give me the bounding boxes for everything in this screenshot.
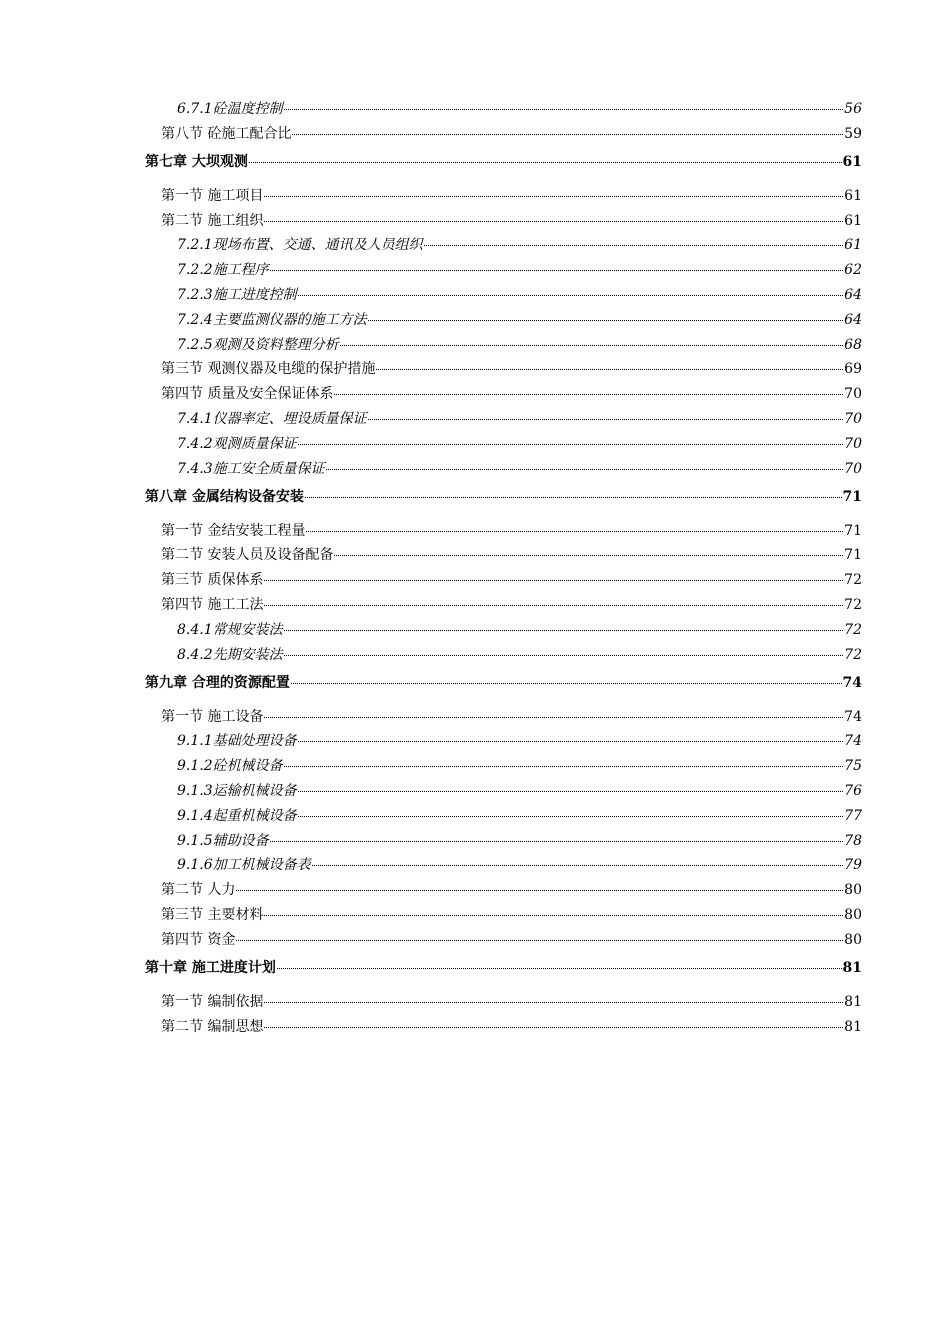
toc-leader-dots: [292, 133, 843, 135]
toc-leader-dots: [298, 443, 844, 445]
toc-entry-sub[interactable]: [145, 757, 862, 775]
toc-entry-sub[interactable]: [145, 336, 862, 354]
toc-entry-page: 78: [844, 832, 862, 849]
toc-entry-page: 69: [844, 361, 862, 378]
toc-entry-page: 81: [842, 959, 862, 976]
toc-entry-sub[interactable]: [145, 261, 862, 279]
toc-leader-dots: [340, 344, 844, 346]
toc-leader-dots: [298, 815, 844, 817]
toc-leader-dots: [277, 967, 842, 969]
toc-entry-title: 7.2.2施工程序: [177, 262, 269, 279]
toc-entry-sub[interactable]: [145, 100, 862, 118]
toc-entry-section[interactable]: [145, 1018, 862, 1036]
toc-entry-page: 70: [844, 435, 862, 452]
toc-entry-title: 7.4.2观测质量保证: [177, 435, 297, 452]
toc-entry-chapter[interactable]: [145, 488, 862, 506]
toc-entry-sub[interactable]: [145, 832, 862, 850]
toc-entry-page: 71: [844, 547, 862, 564]
toc-entry-page: 64: [844, 311, 862, 328]
toc-entry-page: 76: [844, 782, 862, 799]
toc-entry-title: 第一节 金结安装工程量: [161, 522, 306, 539]
toc-entry-page: 79: [844, 857, 862, 874]
toc-leader-dots: [306, 530, 843, 532]
toc-entry-page: 74: [842, 674, 862, 691]
toc-leader-dots: [236, 889, 843, 891]
toc-entry-title: 9.1.4起重机械设备: [177, 807, 297, 824]
toc-leader-dots: [305, 496, 842, 498]
toc-entry-title: 9.1.1基础处理设备: [177, 733, 297, 750]
toc-entry-section[interactable]: [145, 385, 862, 403]
toc-leader-dots: [264, 195, 843, 197]
toc-entry-section[interactable]: [145, 360, 862, 378]
toc-entry-title: 第二节 安装人员及设备配备: [161, 547, 334, 564]
toc-entry-page: 80: [844, 882, 862, 899]
toc-leader-dots: [284, 654, 844, 656]
toc-entry-page: 81: [844, 993, 862, 1010]
toc-leader-dots: [284, 108, 844, 110]
toc-entry-page: 71: [842, 488, 862, 505]
toc-entry-sub[interactable]: [145, 856, 862, 874]
toc-entry-title: 9.1.5辅助设备: [177, 832, 269, 849]
toc-leader-dots: [264, 914, 843, 916]
toc-leader-dots: [270, 269, 844, 271]
toc-entry-page: 64: [844, 286, 862, 303]
toc-leader-dots: [298, 294, 844, 296]
toc-entry-sub[interactable]: [145, 311, 862, 329]
toc-leader-dots: [264, 579, 843, 581]
toc-entry-page: 80: [844, 931, 862, 948]
toc-entry-title: 7.2.5观测及资料整理分析: [177, 336, 339, 353]
toc-leader-dots: [298, 740, 844, 742]
toc-entry-section[interactable]: [145, 212, 862, 230]
toc-entry-page: 62: [844, 262, 862, 279]
toc-entry-title: 第三节 主要材料: [161, 906, 264, 923]
toc-entry-sub[interactable]: [145, 435, 862, 453]
toc-entry-title: 第九章 合理的资源配置: [145, 674, 290, 691]
toc-entry-page: 70: [844, 460, 862, 477]
toc-entry-title: 第一节 施工项目: [161, 187, 264, 204]
toc-entry-page: 68: [844, 336, 862, 353]
toc-leader-dots: [284, 629, 844, 631]
toc-entry-sub[interactable]: [145, 807, 862, 825]
toc-entry-title: 第八节 砼施工配合比: [161, 125, 292, 142]
toc-entry-sub[interactable]: [145, 286, 862, 304]
toc-entry-page: 74: [844, 733, 862, 750]
toc-leader-dots: [298, 790, 844, 792]
toc-entry-section[interactable]: [145, 881, 862, 899]
toc-entry-title: 8.4.2先期安装法: [177, 646, 283, 663]
toc-entry-title: 第四节 质量及安全保证体系: [161, 386, 334, 403]
toc-entry-title: 6.7.1砼温度控制: [177, 101, 283, 117]
toc-leader-dots: [270, 840, 844, 842]
toc-entry-title: 7.2.4主要监测仪器的施工方法: [177, 311, 367, 328]
toc-entry-section[interactable]: [145, 546, 862, 564]
toc-leader-dots: [368, 319, 844, 321]
toc-entry-title: 7.4.3施工安全质量保证: [177, 460, 325, 477]
toc-entry-section[interactable]: [145, 571, 862, 589]
toc-entry-section[interactable]: [145, 596, 862, 614]
toc-entry-page: 72: [844, 621, 862, 638]
toc-entry-page: 77: [844, 807, 862, 824]
toc-leader-dots: [334, 554, 843, 556]
toc-entry-chapter[interactable]: [145, 153, 862, 171]
toc-entry-page: 61: [842, 153, 862, 170]
toc-leader-dots: [368, 418, 844, 420]
toc-entry-sub[interactable]: [145, 410, 862, 428]
toc-entry-title: 9.1.3运输机械设备: [177, 782, 297, 799]
toc-entry-section[interactable]: [145, 931, 862, 949]
toc-entry-title: 第七章 大坝观测: [145, 153, 248, 170]
toc-entry-page: 74: [844, 708, 862, 725]
toc-entry-section[interactable]: [145, 522, 862, 540]
toc-entry-title: 第二节 人力: [161, 882, 236, 899]
toc-leader-dots: [291, 682, 842, 684]
toc-leader-dots: [264, 604, 843, 606]
toc-entry-page: 59: [844, 125, 862, 142]
toc-entry-title: 8.4.1常规安装法: [177, 621, 283, 638]
toc-entry-sub[interactable]: [145, 460, 862, 478]
toc-entry-title: 第十章 施工进度计划: [145, 959, 276, 976]
toc-entry-section[interactable]: [145, 187, 862, 205]
toc-leader-dots: [236, 939, 843, 941]
toc-entry-title: 第一节 施工设备: [161, 708, 264, 725]
toc-leader-dots: [424, 244, 844, 246]
toc-entry-chapter[interactable]: [145, 674, 862, 692]
toc-entry-page: 75: [844, 758, 862, 775]
toc-entry-page: 72: [844, 596, 862, 613]
toc-leader-dots: [376, 368, 843, 370]
toc-entry-page: 72: [844, 572, 862, 589]
toc-entry-sub[interactable]: [145, 646, 862, 664]
toc-entry-title: 第四节 施工工法: [161, 596, 264, 613]
toc-entry-title: 第二节 施工组织: [161, 212, 264, 229]
toc-entry-title: 7.4.1仪器率定、埋设质量保证: [177, 410, 367, 427]
table-of-contents: [145, 100, 862, 1042]
toc-entry-title: 9.1.6加工机械设备表: [177, 857, 311, 874]
toc-leader-dots: [334, 393, 843, 395]
toc-entry-page: 70: [844, 386, 862, 403]
toc-entry-sub[interactable]: [145, 236, 862, 254]
toc-leader-dots: [264, 716, 843, 718]
toc-leader-dots: [312, 864, 844, 866]
toc-entry-page: 61: [844, 187, 862, 204]
toc-entry-section[interactable]: [145, 906, 862, 924]
toc-entry-section[interactable]: [145, 993, 862, 1011]
toc-entry-section[interactable]: [145, 708, 862, 726]
toc-entry-page: 81: [844, 1018, 862, 1035]
toc-entry-title: 第三节 质保体系: [161, 572, 264, 589]
toc-entry-title: 第八章 金属结构设备安装: [145, 488, 304, 505]
toc-entry-title: 第四节 资金: [161, 931, 236, 948]
toc-entry-title: 第三节 观测仪器及电缆的保护措施: [161, 361, 376, 378]
toc-entry-page: 56: [844, 101, 862, 117]
toc-entry-chapter[interactable]: [145, 959, 862, 977]
toc-entry-title: 第一节 编制依据: [161, 993, 264, 1010]
toc-leader-dots: [326, 468, 844, 470]
toc-entry-title: 9.1.2砼机械设备: [177, 758, 283, 775]
toc-entry-sub[interactable]: [145, 782, 862, 800]
toc-leader-dots: [284, 765, 844, 767]
toc-entry-page: 61: [844, 237, 862, 254]
toc-leader-dots: [264, 220, 843, 222]
toc-entry-page: 80: [844, 906, 862, 923]
toc-entry-title: 7.2.1现场布置、交通、通讯及人员组织: [177, 237, 423, 254]
toc-entry-sub[interactable]: [145, 621, 862, 639]
toc-entry-sub[interactable]: [145, 732, 862, 750]
toc-entry-title: 第二节 编制思想: [161, 1018, 264, 1035]
toc-leader-dots: [249, 161, 842, 163]
toc-leader-dots: [264, 1026, 843, 1028]
toc-entry-title: 7.2.3施工进度控制: [177, 286, 297, 303]
toc-entry-page: 61: [844, 212, 862, 229]
toc-entry-page: 70: [844, 410, 862, 427]
toc-entry-page: 71: [844, 522, 862, 539]
toc-leader-dots: [264, 1001, 843, 1003]
toc-entry-section[interactable]: [145, 125, 862, 143]
toc-entry-page: 72: [844, 646, 862, 663]
